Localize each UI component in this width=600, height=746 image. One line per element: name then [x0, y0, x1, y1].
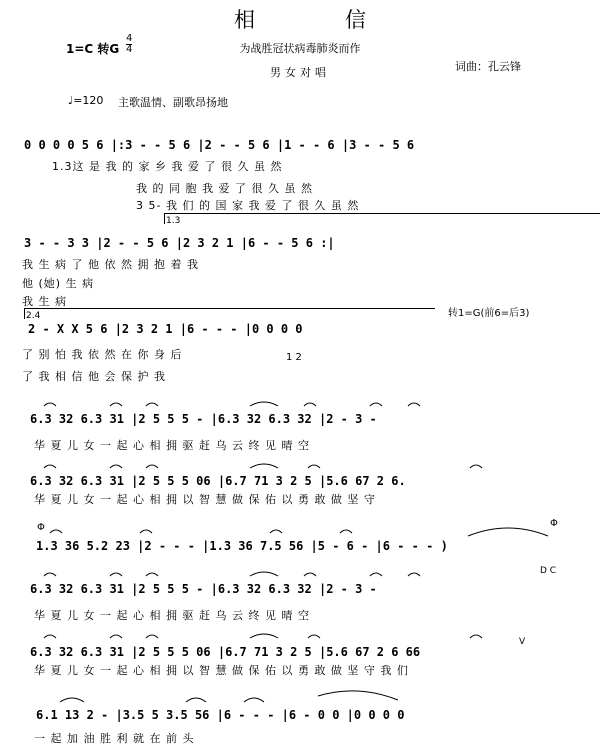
score-line-8: 6.3 32 6.3 31 |2 5 5 5 06 |6.7 71 3 2 5 |5.6 67 2 6 66 — [30, 645, 421, 659]
score-line-9: 6.1 13 2 - |3.5 5 3.5 56 |6 - - - |6 - 0 0 |0 0 0 0 — [36, 708, 405, 722]
dc-mark: D C — [540, 566, 557, 576]
score-line-4: 6.3 32 6.3 31 |2 5 5 5 - |6.3 32 6.3 32 |2 - 3 - — [30, 412, 377, 426]
score-line-3: 2 - X X 5 6 |2 3 2 1 |6 - - - |0 0 0 0 — [28, 322, 303, 336]
lyric-5-1: 华 夏 儿 女 一 起 心 相 拥 以 智 慧 做 保 佑 以 勇 敢 做 坚 守 — [34, 493, 376, 506]
verse-number: 1 2 — [286, 352, 302, 363]
performers: 男女对唱 — [270, 66, 330, 79]
lyric-3-2: 了 我 相 信 他 会 保 护 我 — [22, 370, 166, 383]
lyric-4-1: 华 夏 儿 女 一 起 心 相 拥 驱 赶 乌 云 终 见 晴 空 — [34, 439, 310, 452]
score-line-1: 0 0 0 0 5 6 |:3 - - 5 6 |2 - - 5 6 |1 - - 6 |3 - - 5 6 — [24, 138, 415, 152]
lyric-9-1: 一 起 加 油 胜 利 就 在 前 头 — [34, 732, 195, 745]
lyric-2-2: 他 (她) 生 病 — [22, 277, 95, 290]
key-signature: 1=C 转G — [66, 42, 120, 56]
breath-mark: V — [519, 637, 526, 647]
score-line-5: 6.3 32 6.3 31 |2 5 5 5 06 |6.7 71 3 2 5 |5.6 67 2 6. — [30, 474, 406, 488]
score-line-6: 1.3 36 5.2 23 |2 - - - |1.3 36 7.5 56 |5 - 6 - |6 - - - ) — [36, 539, 448, 553]
lyric-3-1: 了 别 怕 我 依 然 在 你 身 后 — [22, 348, 183, 361]
lyric-2-1: 我 生 病 了 他 依 然 拥 抱 着 我 — [22, 258, 199, 271]
score-line-7: 6.3 32 6.3 31 |2 5 5 5 - |6.3 32 6.3 32 |2 - 3 - — [30, 582, 377, 596]
lyric-8-1: 华 夏 儿 女 一 起 心 相 拥 以 智 慧 做 保 佑 以 勇 敢 做 坚 守 我 们 — [34, 664, 409, 677]
coda-right-mark: Φ — [550, 518, 558, 529]
modulation-mark: 转1=G(前6=后3) — [448, 308, 530, 319]
lyric-7-1: 华 夏 儿 女 一 起 心 相 拥 驱 赶 乌 云 终 见 晴 空 — [34, 609, 310, 622]
time-top: 4 — [126, 33, 133, 44]
expression-marking: 主歌温情、副歌昂扬地 — [118, 96, 228, 109]
author: 词曲：孔云锋 — [455, 60, 521, 73]
coda-left-mark: Φ — [37, 522, 45, 533]
tempo-marking: ♩=120 — [68, 94, 104, 107]
lyric-2-3: 我 生 病 — [22, 295, 67, 308]
subtitle: 为战胜冠状病毒肺炎而作 — [239, 42, 361, 55]
page-title: 相信 — [234, 8, 456, 32]
volta-1-label: 1.3 — [166, 216, 181, 226]
lyric-1-2: 我 的 同 胞 我 爱 了 很 久 虽 然 — [136, 182, 313, 195]
lyric-1-1: 1.3这 是 我 的 家 乡 我 爱 了 很 久 虽 然 — [52, 160, 283, 173]
score-line-2: 3 - - 3 3 |2 - - 5 6 |2 3 2 1 |6 - - 5 6 :| — [24, 236, 335, 250]
lyric-1-3: 3 5- 我 们 的 国 家 我 爱 了 很 久 虽 然 — [136, 199, 360, 212]
volta-2-label: 2.4 — [26, 311, 41, 321]
time-bottom: 4 — [126, 44, 133, 55]
